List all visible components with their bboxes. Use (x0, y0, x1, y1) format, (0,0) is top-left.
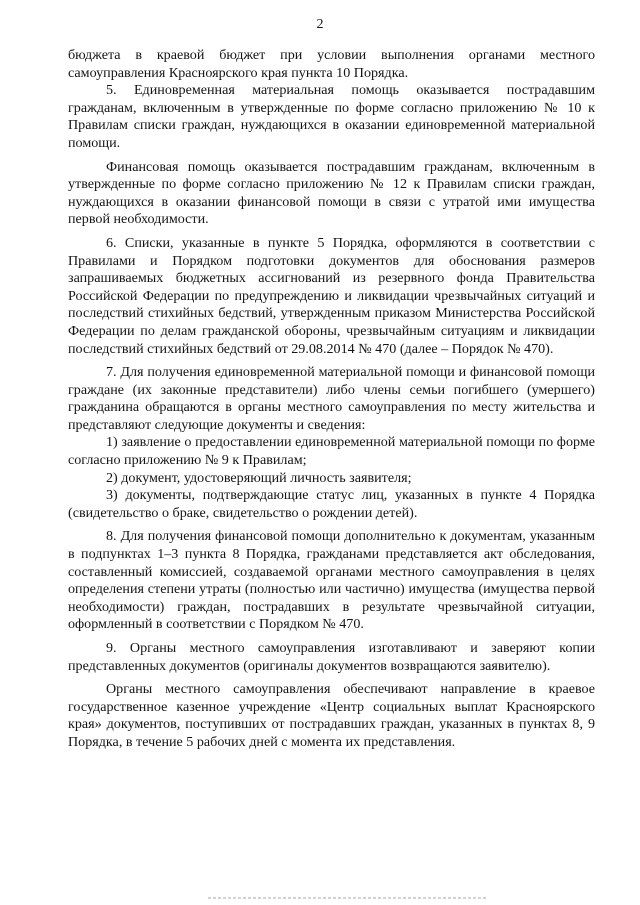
paragraph-continuation: бюджета в краевой бюджет при условии выполнения органами местного самоуправления Красноярского края пункта 10 Порядка. (68, 47, 595, 81)
page-number: 2 (316, 17, 324, 32)
paragraph-item-8: 8. Для получения финансовой помощи дополнительно к документам, указанным в подпунктах 1–3 пункта 8 Порядка, гражданами представляется акт обследования, составленный комиссией, создаваемой органами местного самоуправления в целях определения степени утраты (полностью или частично) имущества (имущества первой необходимости) граждан, пострадавших в результате чрезвычайной ситуации, оформленный в соответствии с Порядком № 470. (68, 528, 595, 633)
paragraph-item-9: 9. Органы местного самоуправления изготавливают и заверяют копии представленных документов (оригиналы документов возвращаются заявителю). (68, 640, 595, 674)
list-item-3: 3) документы, подтверждающие статус лиц, указанных в пункте 4 Порядка (свидетельство о браке, свидетельство о рождении детей). (68, 487, 595, 521)
paragraph-item-5: 5. Единовременная материальная помощь оказывается пострадавшим гражданам, включенным в утвержденные по форме согласно приложению № 10 к Правилам списки граждан, нуждающихся в оказании единовременной материальной помощи. (68, 82, 595, 151)
list-item-2: 2) документ, удостоверяющий личность заявителя; (106, 469, 412, 486)
paragraph-financial-aid: Финансовая помощь оказывается пострадавшим гражданам, включенным в утвержденные по форме согласно приложению № 12 к Правилам списки граждан, нуждающихся в оказании финансовой помощи в связи с утратой ими имущества первой необходимости. (68, 158, 595, 228)
list-item-1: 1) заявление о предоставлении единовременной материальной помощи по форме согласно приложению № 9 к Правилам; (68, 434, 595, 469)
paragraph-item-7: 7. Для получения единовременной материальной помощи и финансовой помощи граждане (их законные представители) либо члены семьи погибшего (умершего) гражданина обращаются в органы местного самоуправления по месту жительства и представляют следующие документы и сведения: (68, 364, 595, 433)
document-body (68, 47, 595, 752)
paragraph-local-authorities: Органы местного самоуправления обеспечивают направление в краевое государственное казенное учреждение «Центр социальных выплат Красноярского края» документов, поступивших от пострадавших граждан, указанных в пунктах 8, 9 Порядка, в течение 5 рабочих дней с момента их представления. (68, 681, 595, 750)
scan-edge-mark (208, 897, 488, 899)
paragraph-item-6: 6. Списки, указанные в пункте 5 Порядка, оформляются в соответствии с Правилами и Порядком подготовки документов для обоснования размеров запрашиваемых бюджетных ассигнований из резервного фонда Правительства Российской Федерации по предупреждению и ликвидации чрезвычайных ситуаций и последствий стихийных бедствий, утвержденным приказом Министерства Российской Федерации по делам гражданской обороны, чрезвычайным ситуациям и ликвидации последствий стихийных бедствий от 29.08.2014 № 470 (далее – Порядок № 470). (68, 234, 595, 357)
